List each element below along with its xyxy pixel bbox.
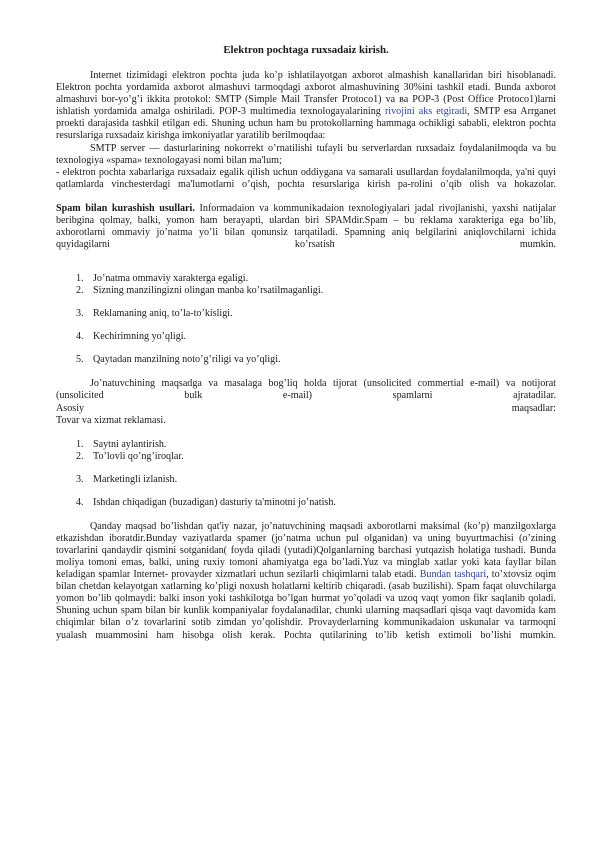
intro-text-a: Internet tizimidagi elektron pochta juda ko’p ishlatilayotgan axborot almashish kanallaridan biri hisoblanadi. Elektron pochta yordamida axborot almashuvi tarmoqdagi axborot almashuvining 30%ini tashkil etadi. Bunda axborot almashuvi bor-yo’g’i ikkita protokol: SMTP (Simple Mail Transfer Protoco1) va ва POP-3 (Post Office Protoco1)larni ishlatish yordamida amalga oshiriladi. POP-3 multimedia texnologayalarining [56, 70, 556, 118]
spam-impact-link[interactable]: Bundan tashqari [419, 569, 487, 581]
intro-text-b: , SMTP esa Arrganet proekti darajasida tashkil etilgan edi. Shuning uchun ham bu protokollarning hammaga ochikligi sababli, elektron pochta resurslariga ruxsadaiz kirishga imkoniyatlar yaratilib berilmoqdaa: [56, 106, 556, 142]
list-item: 3. Marketingli izlanish. [76, 473, 178, 485]
email-access-paragraph: - elektron pochta xabarlariga ruxsadaiz egalik qilish uchun oddiygana va samarali usullardan foydalanilmoqda, ya'ni quyi qatlamlarda vinchesterdagi ma'lumotlarni o’qish, pochta resurslariga kirish pa-rolini o’qib olish va hokazolar. [56, 166, 556, 190]
list-item: 1. Jo’natma ommaviy xarakterga egaligi. [76, 273, 249, 285]
list-item: 5. Qaytadan manzilning noto’g’riligi va yo’qligi. [76, 354, 281, 366]
list-item: 1. Saytni aylantirish. [76, 438, 167, 450]
list-item: 2. Sizning manzilingizni olingan manba ko’rsatilmaganligi. [76, 285, 324, 297]
list-item: 4. Ishdan chiqadigan (buzadigan) dasturiy ta'minotni jo’natish. [76, 496, 336, 508]
intro-paragraph [56, 70, 556, 143]
list-item: 2. To’lovli qo’ng’iroqlar. [76, 450, 184, 462]
list-item: 3. Reklamaning aniq, to’la-to’kisligi. [76, 308, 233, 320]
list-item: 4. Kechirimning yo’qligi. [76, 331, 187, 343]
spam-signs-list [56, 273, 556, 366]
spam-impact-text-b: , to’xtovsiz oqim bilan chetdan kelayotgan xatlarning ko’pligi noxush holatlarni keltirib chiqaradi. (asab buzilishi). Spam faqat oluvchilarga yomon bo’lib qolmaydi: balki inson yoki tashkilotga bo’lgan hurmat yo’qoladi va uzoq vaqt yomon fikr saqlanib qoladi. Shuning uchun spam bilan bir kunlik kompaniyalar foydalanadilar, chunki ularning maqsadlari qisqa vaqt davomida kam chiqimlar bilan o’z tovarlarini sotib zimdan yo’qolishdir. Provayderlarning kommunikadaion uskunalar va tarmoqni yualash muammosini ham hisobga olish kerak. Pochta qutilarining to’lib ketish extimoli bo’lishi mumkin. [56, 569, 556, 641]
spam-impact-paragraph [56, 521, 556, 642]
spam-types-paragraph: Jo’natuvchining maqsadga va masalaga bog’liq holda tijorat (unsolicited commertial e-mail) va notijorat (unsolicited bulk e-mail) spamlarni ajratadilar. [56, 378, 556, 402]
main-goals-label: Asosiy maqsadlar: [56, 402, 556, 414]
spam-methods-text: Informadaion va kommunikadaion texnologiyalari jadal rivojlanishi, yaxshi natijalar beribgina qolmay, balki, yomon ham berayapti, ulardan biri SPAMdir.Spam – bu reklama xarakteriga ega bo’lib, axborotlarni ommaviy jo’natma yo’li bilan qonunsiz tarqatiladi. Spamning aniq belgilarini aniqlovchilarni ichida quyidagilarni ko’rsatish mumkin. [56, 202, 557, 251]
spam-methods-heading: Spam bilan kurashish usullari. [56, 202, 195, 214]
goods-advertising-line: Tovar va xizmat reklamasi. [56, 414, 166, 426]
spam-goals-list [56, 439, 556, 509]
smtp-paragraph: SMTP server — dasturlarining nokorrekt o’rnatilishi tufayli bu serverlardan ruxsadaiz foydalanilmoqda va bu texnologiya «spama» texnologayasi nomi bilan ma'lum; [56, 142, 556, 166]
intro-link[interactable]: rivojini aks etgiradi [384, 106, 468, 118]
document-title: Elektron pochtaga ruxsadaiz kirish. [223, 44, 389, 56]
spam-methods-paragraph [56, 203, 556, 251]
spam-impact-text-a: Qanday maqsad bo’lishdan qat'iy nazar, jo’natuvchining maqsadi axborotlarni maksimal (ko’p) manzilgoxlarga etkazishdan iboratdir.Bunday vaziyatlarda spamer (jo’natma uchun pul olganidan) va uning buyurtmachisi (o’zining tovarlarini qandaydir qismini sotganidan( foyda qiladi (yutadi)Qolganlarning barchasi yutqazish holatiga tushadi. Bunda moliya tomoni emas, balki, uning ruxiy tomoni ahamiyatga ega bo’ladi.Yuz va minglab xatlar yoki kata fayllar bilan keladigan spamlar Internet- provayder xizmatlari uchun sezilarli chiqimlarni talab etadi. [56, 520, 556, 581]
